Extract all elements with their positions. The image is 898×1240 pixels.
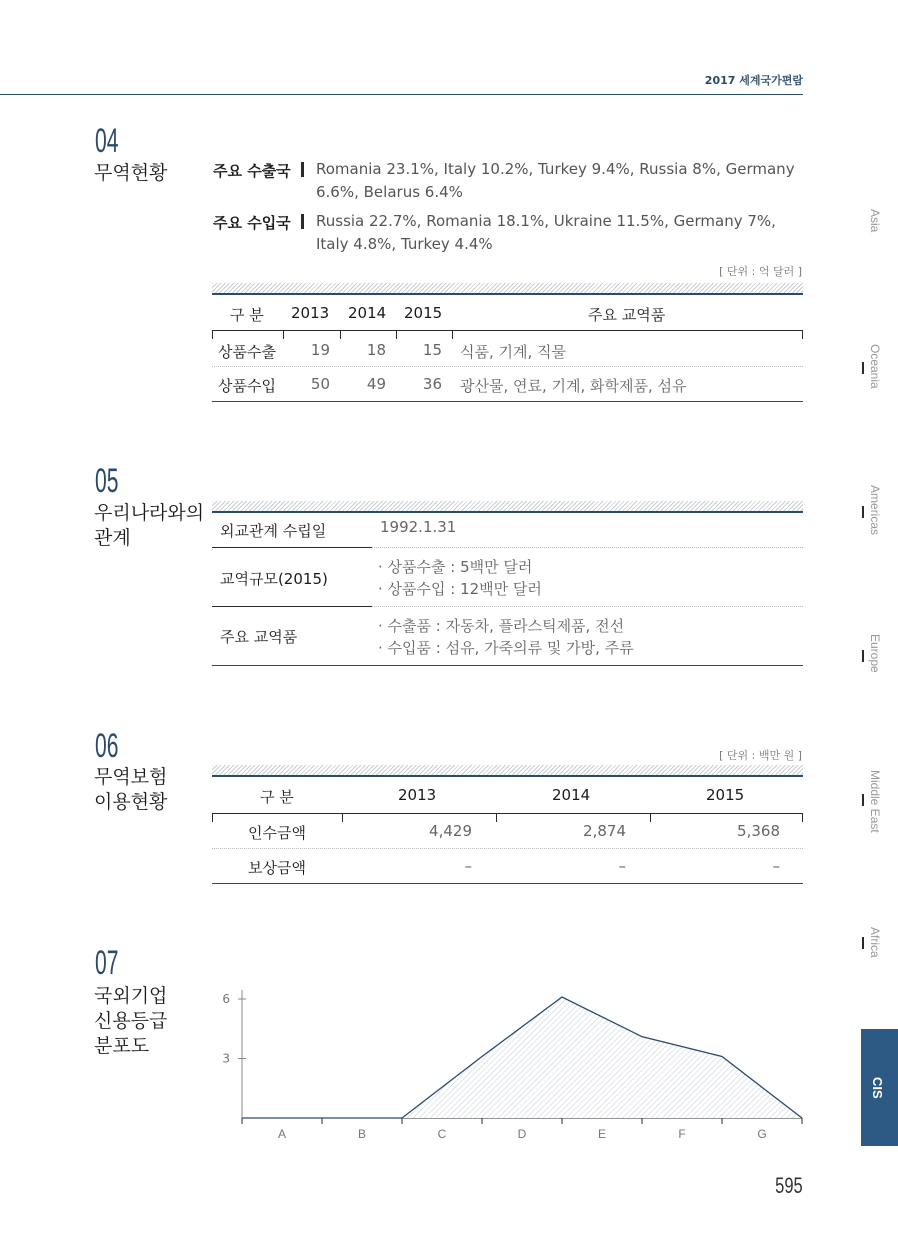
column-tick (212, 813, 213, 822)
cell-2014: 2,874 (583, 822, 626, 840)
y-tick-label: 3 (222, 1051, 230, 1066)
header-rule (212, 813, 803, 814)
th-2013: 2013 (291, 304, 330, 322)
column-tick (802, 330, 803, 339)
th-2015: 2015 (706, 786, 745, 804)
x-tick-label: C (437, 1127, 447, 1141)
cell-2015: 15 (422, 341, 442, 359)
section-number-04: 04 (95, 122, 119, 160)
column-tick (452, 330, 453, 339)
section-title-trade: 무역현황 (94, 162, 168, 184)
column-tick (802, 813, 803, 822)
cell-2013: 19 (310, 341, 330, 359)
value-line: · 수입품 : 섬유, 가죽의류 및 가방, 주류 (378, 639, 634, 657)
side-tab-marker (862, 937, 864, 949)
x-tick-label: F (678, 1127, 686, 1141)
side-tab-americas[interactable]: Americas (868, 485, 882, 536)
th-2014: 2014 (348, 304, 387, 322)
column-tick (340, 330, 341, 339)
page-number: 595 (775, 1173, 803, 1198)
label-rule (212, 606, 372, 607)
cell-2014: – (618, 857, 626, 875)
x-tick-label: D (517, 1127, 527, 1141)
section-number-07: 07 (95, 944, 119, 982)
th-2013: 2013 (398, 786, 437, 804)
value-line: · 상품수입 : 12백만 달러 (378, 580, 542, 598)
relations-label-diplomatic: 외교관계 수립일 (220, 522, 327, 540)
th-2015: 2015 (404, 304, 443, 322)
y-tick-label: 6 (222, 992, 230, 1006)
credit-rating-chart (200, 980, 820, 1150)
relations-label-trade-volume: 교역규모(2015) (220, 570, 328, 588)
cell-2013: 50 (310, 375, 330, 393)
cell-2013: – (464, 857, 472, 875)
trade-table-unit: [ 단위 : 억 달러 ] (719, 265, 802, 278)
x-tick-label: A (277, 1127, 287, 1141)
import-partners-label: 주요 수입국 (213, 214, 291, 232)
x-tick-label: E (597, 1127, 607, 1141)
header-rule (212, 330, 803, 331)
cell-2015: – (772, 857, 780, 875)
row-label: 상품수출 (218, 343, 276, 361)
header-rule (0, 94, 803, 95)
running-header-title: 2017 세계국가편람 (704, 74, 803, 87)
title-line: 무역보험 (94, 766, 168, 788)
th-category: 구 분 (260, 788, 294, 806)
section-title-insurance (94, 765, 167, 815)
column-tick (342, 813, 343, 822)
side-tab-marker (862, 794, 864, 806)
column-tick (650, 813, 651, 822)
section-title-relations (94, 501, 204, 551)
title-line: 이용현황 (94, 791, 168, 813)
cell-2013: 4,429 (429, 822, 472, 840)
import-partners-value: Russia 22.7%, Romania 18.1%, Ukraine 11.5%, Germany 7%, Italy 4.8%, Turkey 4.4% (316, 212, 776, 253)
table-bottom-rule (212, 883, 803, 884)
title-line: 분포도 (94, 1035, 150, 1057)
side-tab-marker (862, 362, 864, 374)
table-top-rule (212, 283, 803, 295)
insurance-table-unit: [ 단위 : 백만 원 ] (719, 749, 802, 762)
label-divider (301, 214, 304, 229)
row-label: 보상금액 (248, 859, 306, 877)
th-2014: 2014 (552, 786, 591, 804)
row-label: 상품수입 (218, 377, 276, 395)
table-bottom-rule (212, 401, 803, 402)
row-divider (372, 547, 803, 548)
side-tab-cis-label: CIS (870, 1077, 885, 1099)
row-divider (212, 848, 803, 849)
table-top-rule (212, 501, 803, 513)
title-line: 국외기업 (94, 985, 168, 1007)
column-tick (283, 330, 284, 339)
column-tick (396, 330, 397, 339)
column-tick (496, 813, 497, 822)
label-divider (301, 162, 304, 177)
series-area-fill (242, 997, 802, 1118)
side-tab-europe[interactable]: Europe (868, 634, 882, 673)
cell-2015: 5,368 (737, 822, 780, 840)
row-divider (372, 606, 803, 607)
section-number-06: 06 (95, 727, 119, 765)
relations-value-major-items (378, 615, 634, 659)
cell-items: 광산물, 연료, 기계, 화학제품, 섬유 (460, 377, 687, 395)
row-divider (212, 366, 803, 367)
title-line: 신용등급 (94, 1010, 168, 1032)
x-tick-label: G (757, 1127, 767, 1141)
export-partners-value: Romania 23.1%, Italy 10.2%, Turkey 9.4%, Russia 8%, Germany 6.6%, Belarus 6.4% (316, 160, 795, 201)
table-top-rule (212, 765, 803, 777)
x-tick-label: B (357, 1127, 367, 1141)
title-line: 우리나라와의 (94, 502, 205, 524)
th-major-items: 주요 교역품 (588, 306, 666, 324)
section-number-05: 05 (95, 462, 119, 500)
side-tab-africa[interactable]: Africa (868, 927, 882, 958)
side-tab-cis-active[interactable] (861, 1029, 898, 1146)
value-line: · 상품수출 : 5백만 달러 (378, 558, 533, 576)
table-bottom-rule (212, 665, 803, 666)
side-tab-middle-east[interactable]: Middle East (868, 770, 882, 833)
cell-2014: 18 (366, 341, 386, 359)
value-line: · 수출품 : 자동차, 플라스틱제품, 전선 (378, 617, 625, 635)
relations-value-trade-volume (378, 556, 542, 600)
cell-items: 식품, 기계, 직물 (460, 343, 567, 361)
side-tab-oceania[interactable]: Oceania (868, 344, 882, 389)
relations-value-diplomatic: 1992.1.31 (380, 518, 457, 536)
th-category: 구 분 (230, 306, 264, 324)
side-tab-marker (862, 650, 864, 662)
cell-2015: 36 (422, 375, 442, 393)
title-line: 관계 (94, 527, 131, 549)
label-rule (212, 547, 372, 548)
row-label: 인수금액 (248, 824, 306, 842)
column-tick (212, 330, 213, 339)
side-tab-asia[interactable]: Asia (868, 209, 882, 233)
section-title-credit (94, 984, 167, 1059)
export-partners-label: 주요 수출국 (213, 162, 291, 180)
cell-2014: 49 (366, 375, 386, 393)
side-tab-marker (862, 506, 864, 518)
relations-label-major-items: 주요 교역품 (220, 628, 298, 646)
